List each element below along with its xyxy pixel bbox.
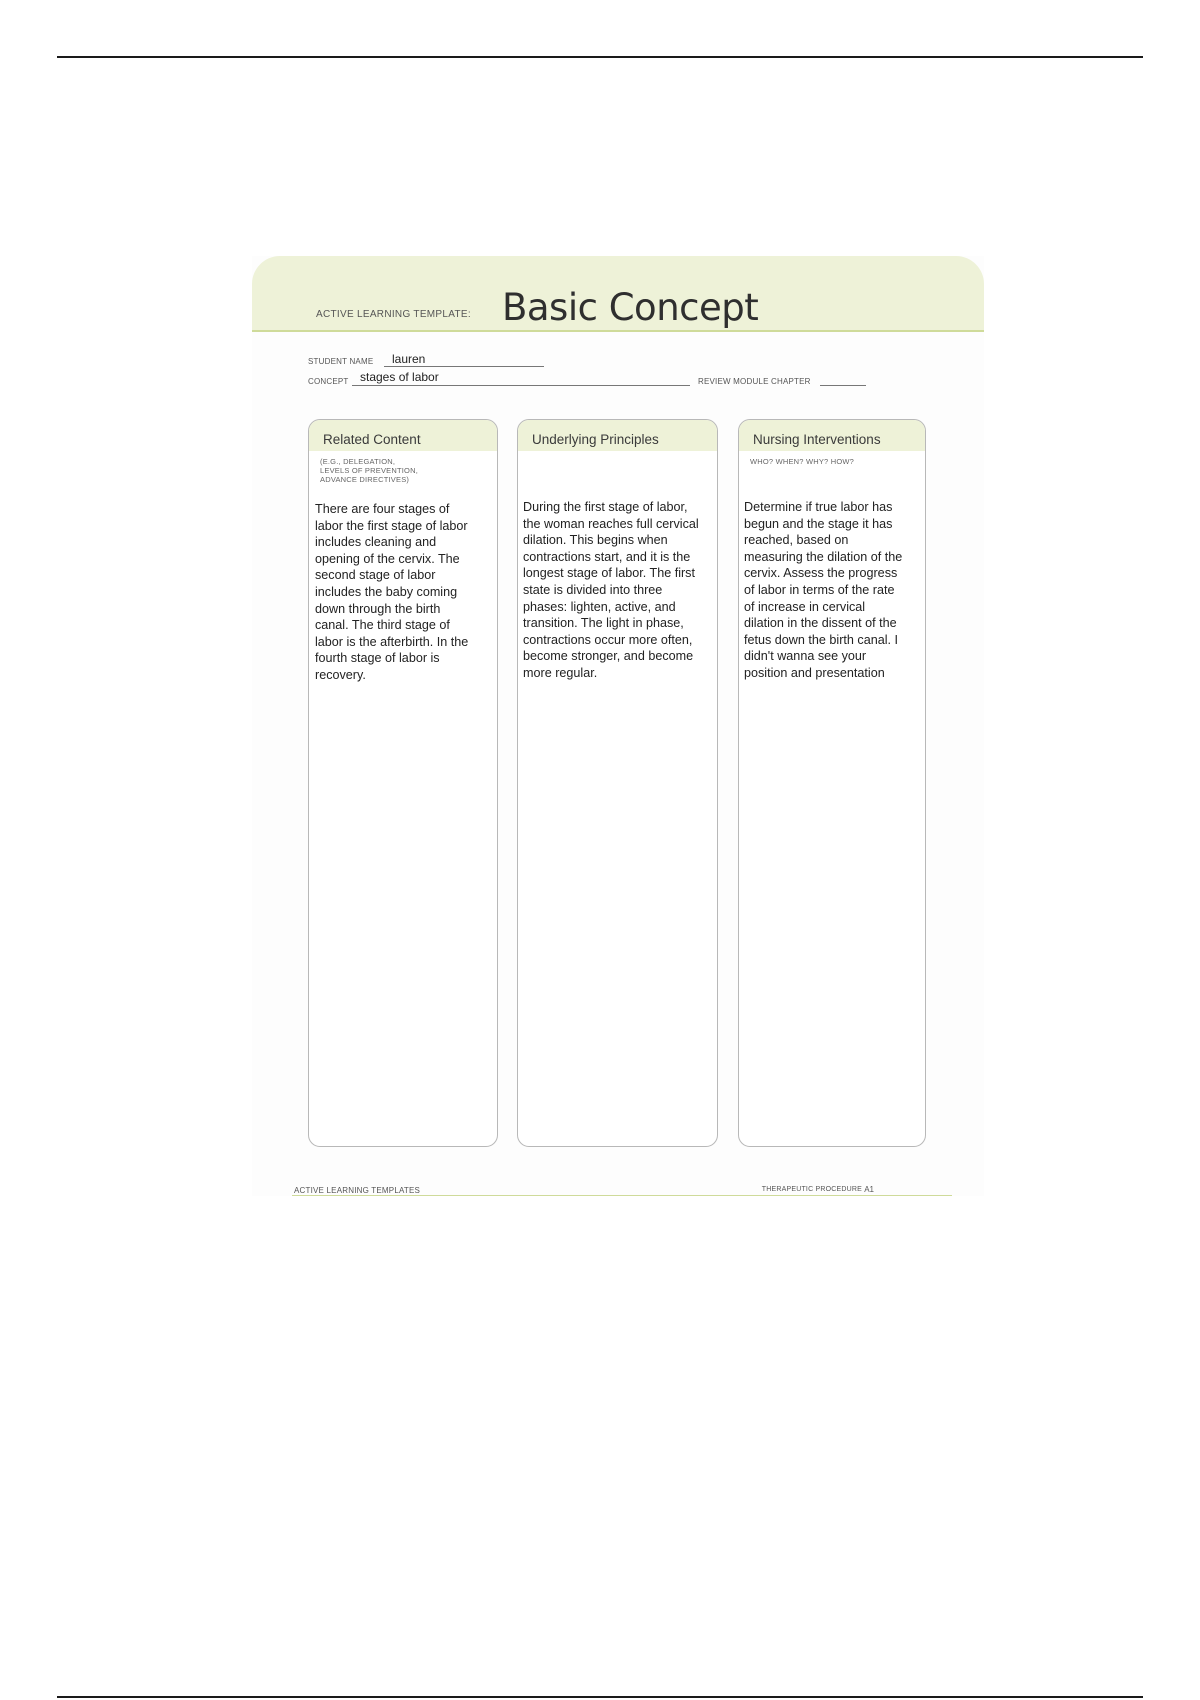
review-module-label: REVIEW MODULE CHAPTER (698, 377, 811, 386)
related-content-body[interactable]: There are four stages of labor the first stage of labor includes cleaning and opening of the cervix. The second stage of labor includes the baby coming down through the birth canal. The third stage of labor is the afterbirth. In the fourth stage of labor is recovery. (315, 502, 469, 682)
underlying-principles-body[interactable]: During the first stage of labor, the woman reaches full cervical dilation. This begins when contractions start, and it is the longest stage of labor. The first state is divided into three phases: lighten, active, and transition. The light in phase, contractions occur more often, become stronger, and become more regular. (523, 500, 699, 680)
nursing-interventions-box (738, 419, 926, 1147)
nursing-interventions-body[interactable]: Determine if true labor has begun and the stage it has reached, based on measuring the dilation of the cervix. Assess the progress of labor in terms of the rate of increase in cervical dilation in the dissent of the fetus down the birth canal. I didn't wanna see your position and presentation (744, 500, 903, 680)
student-name-label: STUDENT NAME (308, 357, 374, 366)
related-content-box (308, 419, 498, 1147)
nursing-interventions-title: Nursing Interventions (753, 432, 881, 447)
underlying-principles-box (517, 419, 718, 1147)
related-content-title: Related Content (323, 432, 421, 447)
page-title: Basic Concept (502, 286, 759, 329)
concept-label: CONCEPT (308, 377, 349, 386)
template-sheet (252, 256, 984, 1196)
template-label: ACTIVE LEARNING TEMPLATE: (316, 309, 471, 320)
related-content-header (309, 420, 497, 451)
concept-underline (352, 385, 690, 386)
footer-right-label: THERAPEUTIC PROCEDURE (761, 1186, 862, 1193)
related-content-subtitle: (E.G., DELEGATION, LEVELS OF PREVENTION, ADVANCE DIRECTIVES) (320, 457, 418, 484)
student-name-value[interactable]: lauren (392, 352, 426, 366)
review-module-underline (820, 385, 866, 386)
page-bottom-rule (57, 1696, 1143, 1698)
nursing-interventions-subtitle: WHO? WHEN? WHY? HOW? (750, 457, 855, 466)
nursing-interventions-header (739, 420, 925, 451)
concept-value[interactable]: stages of labor (360, 370, 439, 384)
footer-rule (292, 1195, 952, 1196)
page-top-rule (57, 56, 1143, 58)
footer-page-number: A1 (864, 1185, 874, 1194)
underlying-principles-title: Underlying Principles (532, 432, 659, 447)
student-name-underline (384, 366, 544, 367)
footer-left-label: ACTIVE LEARNING TEMPLATES (294, 1186, 421, 1195)
template-header (252, 256, 984, 332)
underlying-principles-header (518, 420, 717, 451)
